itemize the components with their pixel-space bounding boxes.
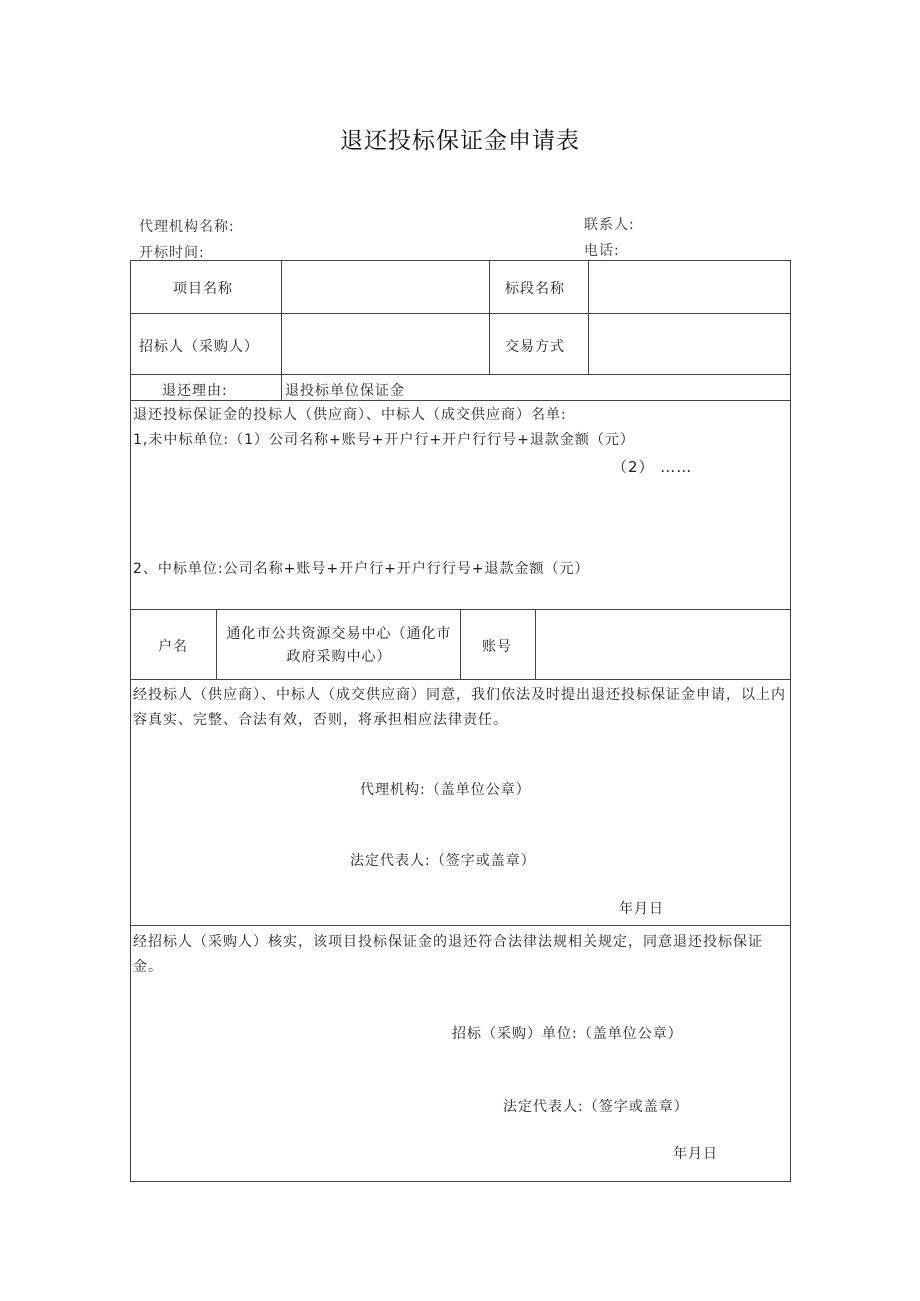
unsuccessful-bidders-line: 1,未中标单位:（1）公司名称+账号+开户行+开户行行号+退款金额（元） xyxy=(133,432,635,448)
agent-date: 年月日 xyxy=(619,901,664,917)
page-title: 退还投标保证金申请表 xyxy=(340,128,580,154)
divider xyxy=(281,260,282,374)
divider xyxy=(588,260,589,374)
account-name-value: 通化市公共资源交易中心（通化市政府采购中心） xyxy=(226,626,452,665)
tenderer-seal-line: 招标（采购）单位:（盖单位公章） xyxy=(452,1026,683,1042)
section-name-label: 标段名称 xyxy=(505,281,565,297)
refund-reason-label: 退还理由: xyxy=(162,383,228,399)
divider xyxy=(130,925,791,926)
divider xyxy=(216,609,217,679)
contact-label: 联系人: xyxy=(584,217,635,233)
agent-legal-rep-line: 法定代表人:（签字或盖章） xyxy=(350,853,536,869)
transaction-method-label: 交易方式 xyxy=(505,339,565,355)
divider xyxy=(130,313,791,314)
divider xyxy=(130,679,791,680)
tenderer-statement: 经招标人（采购人）核实，该项目投标保证金的退还符合法律法规相关规定，同意退还投标保证金。 xyxy=(133,934,763,975)
divider xyxy=(489,260,490,374)
agent-statement: 经投标人（供应商）、中标人（成交供应商）同意，我们依法及时提出退还投标保证金申请，以上内容真实、完整、合法有效，否则，将承担相应法律责任。 xyxy=(133,687,786,728)
tenderer-label: 招标人（采购人） xyxy=(139,339,259,355)
project-name-label: 项目名称 xyxy=(173,281,233,297)
successful-bidder-line: 2、中标单位:公司名称+账号+开户行+开户行行号+退款金额（元） xyxy=(133,561,590,577)
divider xyxy=(281,374,282,400)
refund-list-title: 退还投标保证金的投标人（供应商）、中标人（成交供应商）名单: xyxy=(133,407,567,423)
divider xyxy=(130,400,791,401)
tenderer-legal-rep-line: 法定代表人:（签字或盖章） xyxy=(503,1099,689,1115)
account-name-label: 户名 xyxy=(158,639,188,655)
divider xyxy=(535,609,536,679)
agent-seal-line: 代理机构:（盖单位公章） xyxy=(360,782,531,798)
agency-label: 代理机构名称: xyxy=(139,219,235,235)
open-time-label: 开标时间: xyxy=(139,245,205,261)
phone-label: 电话: xyxy=(584,243,620,259)
account-number-label: 账号 xyxy=(482,639,512,655)
divider xyxy=(130,374,791,375)
tenderer-date: 年月日 xyxy=(673,1146,718,1162)
refund-reason-value: 退投标单位保证金 xyxy=(285,383,405,399)
divider xyxy=(460,609,461,679)
unsuccessful-bidders-line-2: （2） …… xyxy=(612,458,693,476)
